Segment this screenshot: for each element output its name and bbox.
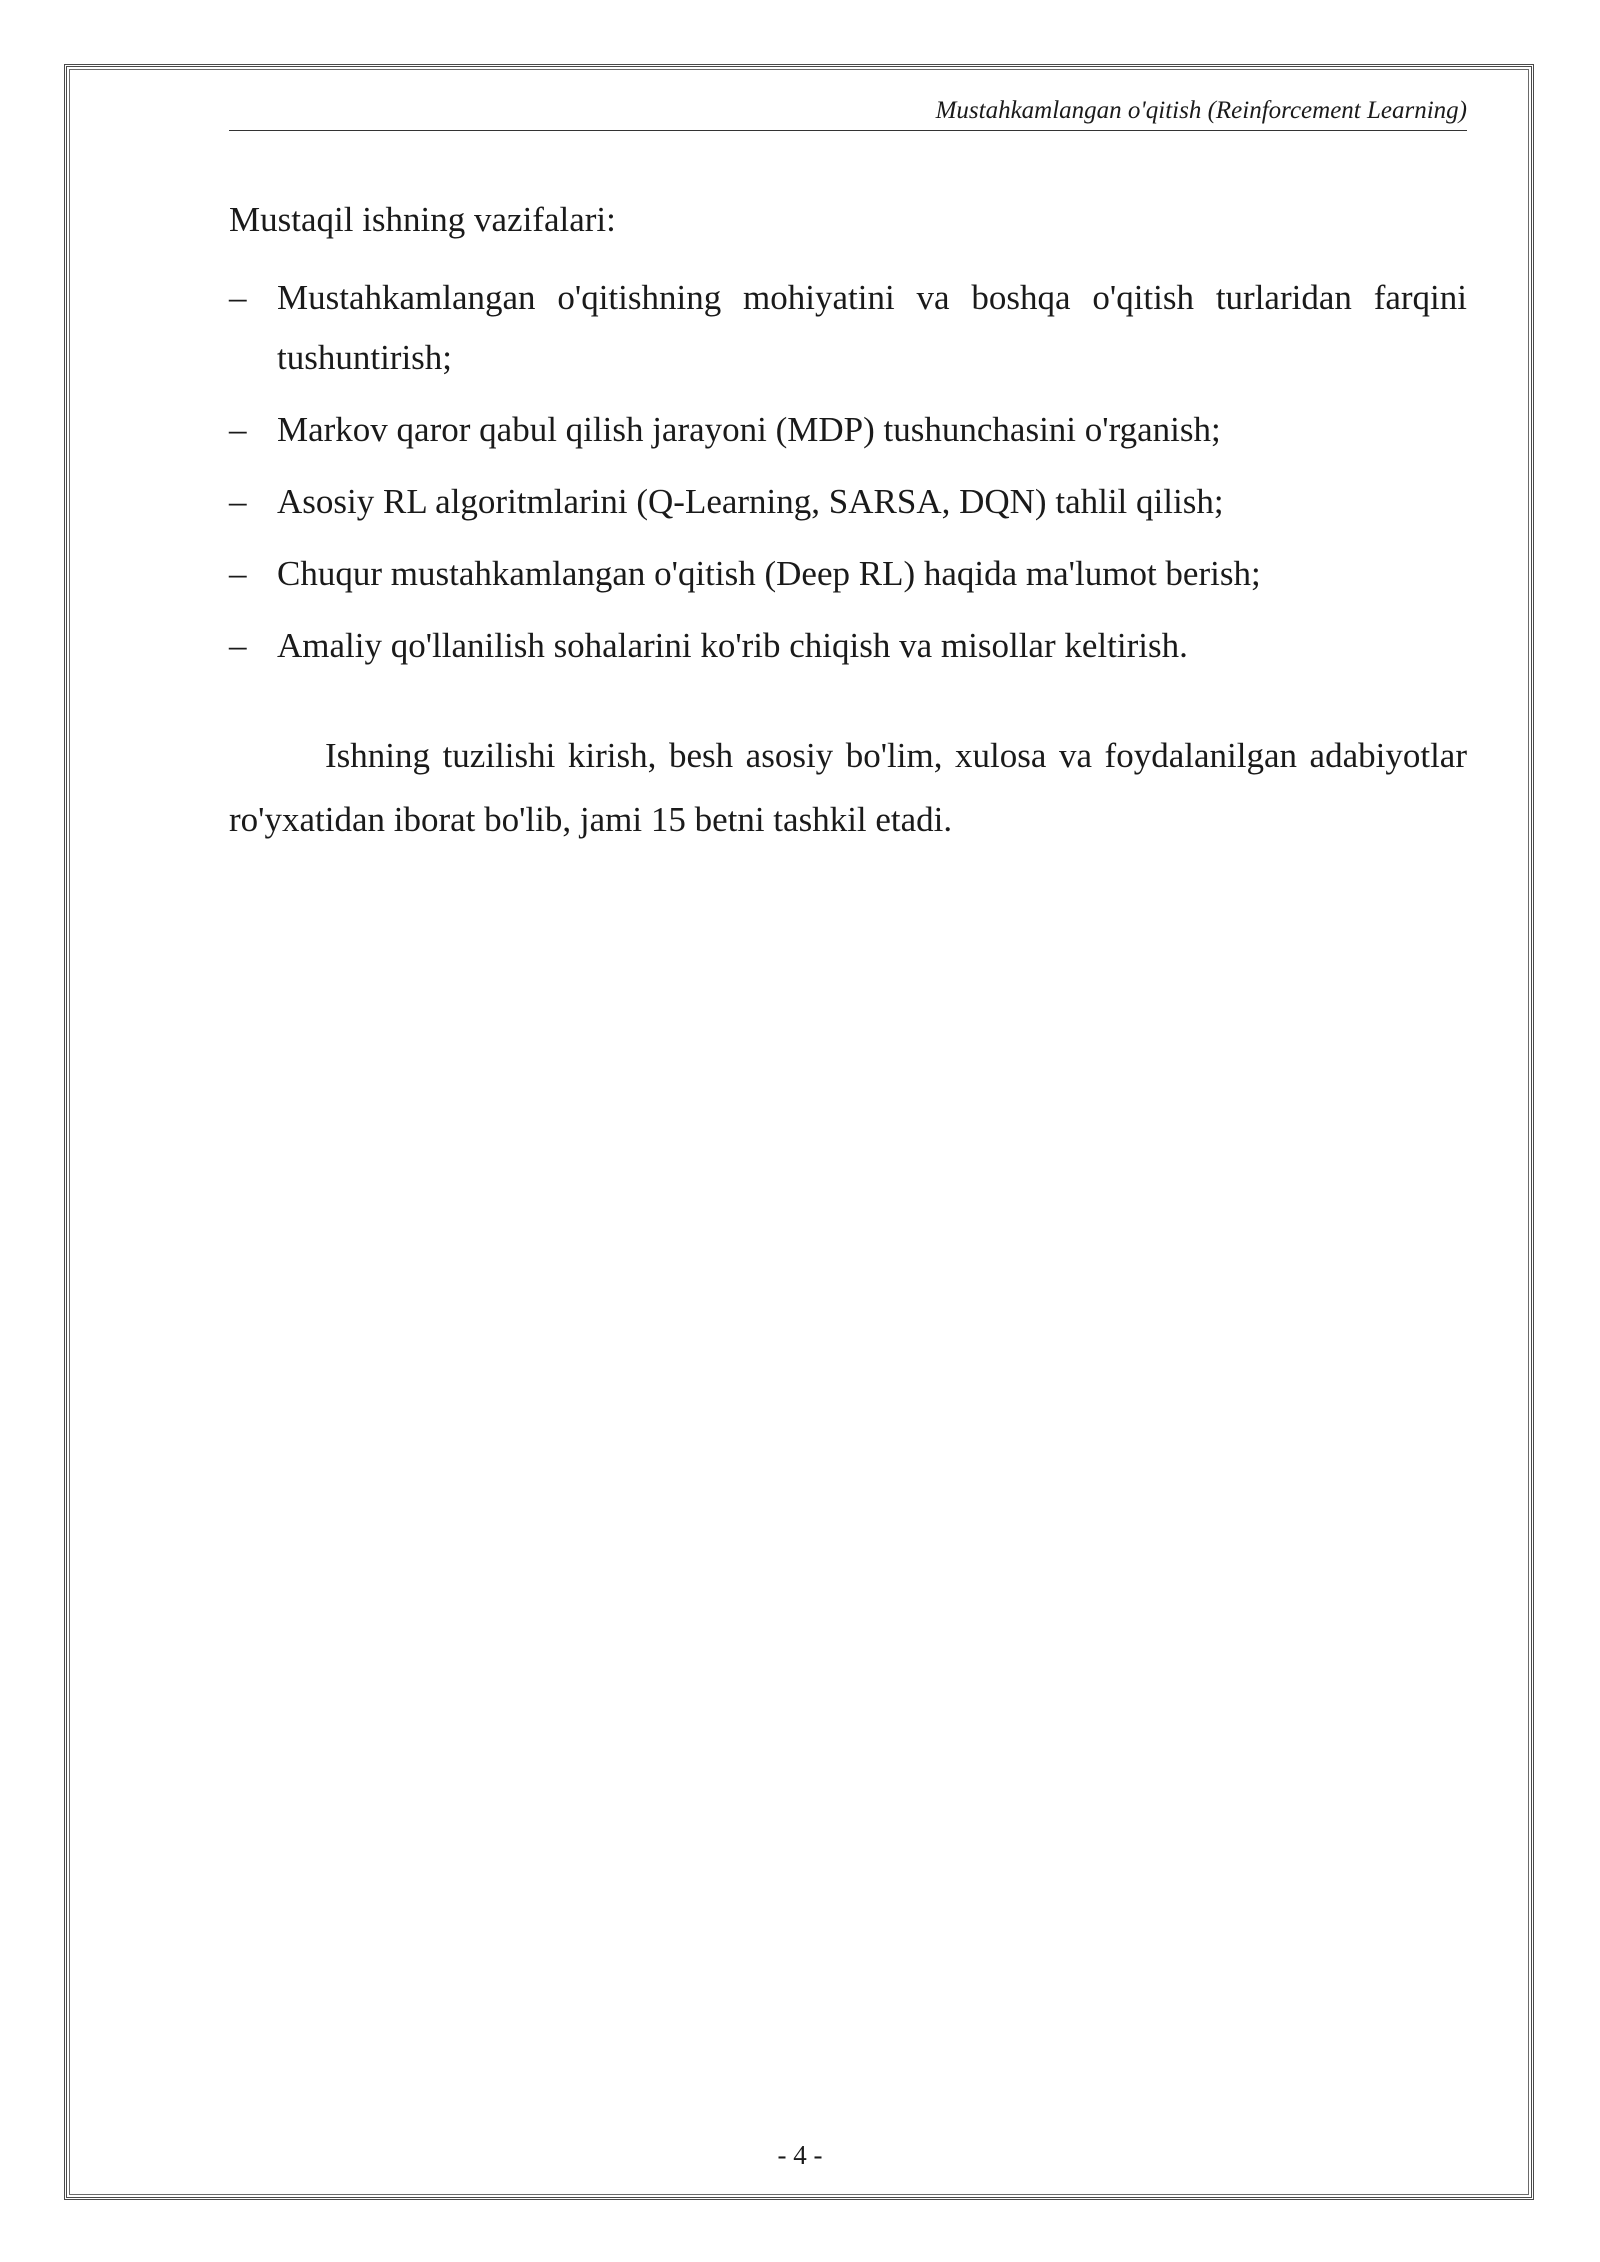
running-header: Mustahkamlangan o'qitish (Reinforcement Learning) xyxy=(229,94,1467,131)
task-text: Chuqur mustahkamlangan o'qitish (Deep RL) haqida ma'lumot berish; xyxy=(277,554,1261,593)
task-item xyxy=(229,544,1467,604)
task-item xyxy=(229,472,1467,532)
task-item xyxy=(229,268,1467,388)
task-text: Asosiy RL algoritmlarini (Q-Learning, SARSA, DQN) tahlil qilish; xyxy=(277,482,1224,521)
page-content xyxy=(229,190,1467,852)
dash-bullet: – xyxy=(229,554,247,593)
task-text: Mustahkamlangan o'qitishning mohiyatini va boshqa o'qitish turlaridan farqini tushuntirish; xyxy=(277,278,1467,377)
task-item xyxy=(229,616,1467,676)
dash-bullet: – xyxy=(229,626,247,665)
task-text: Markov qaror qabul qilish jarayoni (MDP) tushunchasini o'rganish; xyxy=(277,410,1221,449)
task-list xyxy=(229,268,1467,676)
page-number: - 4 - xyxy=(777,2140,823,2170)
dash-bullet: – xyxy=(229,410,247,449)
dash-bullet: – xyxy=(229,278,247,317)
dash-bullet: – xyxy=(229,482,247,521)
task-item xyxy=(229,400,1467,460)
task-text: Amaliy qo'llanilish sohalarini ko'rib chiqish va misollar keltirish. xyxy=(277,626,1188,665)
structure-paragraph: Ishning tuzilishi kirish, besh asosiy bo'lim, xulosa va foydalanilgan adabiyotlar ro'yxatidan iborat bo'lib, jami 15 betni tashkil etadi. xyxy=(229,736,1467,839)
tasks-heading: Mustaqil ishning vazifalari: xyxy=(229,200,616,239)
